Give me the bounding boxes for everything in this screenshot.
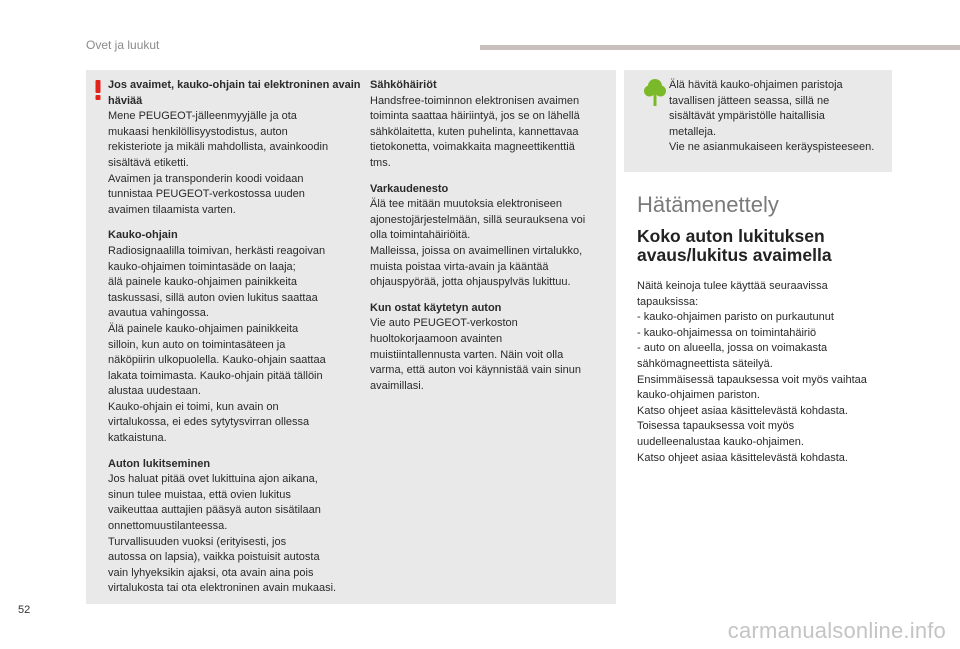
leaf-icon: [644, 78, 666, 106]
exclamation-icon: [92, 80, 104, 100]
interference-heading: Sähköhäiriöt: [370, 79, 437, 91]
remote-control-heading: Kauko-ohjain: [108, 229, 178, 242]
middle-column: [370, 78, 608, 394]
watermark: carmanualsonline.info: [727, 618, 946, 643]
eco-note: [669, 78, 887, 156]
subsection-title: Koko auton lukituksen avaus/lukitus avaimella: [637, 226, 832, 265]
interference-text: Handsfree-toiminnon elektronisen avaimen toiminta saattaa häiriintyä, jos se on lähellä sähkölaitetta, kuten puhelinta, kannettavaa tietokonetta, voimakkaita magneettikenttiä tms.: [370, 94, 580, 169]
left-column: [108, 78, 362, 597]
anti-theft-heading: Varkaudenesto: [370, 182, 449, 195]
anti-theft-text: Älä tee mitään muutoksia elektroniseen ajonestojärjestelmään, sillä seurauksena voi olla toimintahäiriöitä. Malleissa, joissa on avaimellinen virtalukko, muista poistaa virta-avain ja kääntää ohjauspyörää, jotta ohjauspylväs lukittuu.: [370, 198, 586, 289]
lost-keys-text: Mene PEUGEOT-jälleenmyyjälle ja ota mukaasi henkilöllisyystodistus, auton rekisteriote ja mikäli mahdollista, avainkoodin sisältävä etiketti. Avaimen ja transponderin koodi voidaan tunnistaa PEUGEOT-verkostossa uuden avaimen tilaamista varten.: [108, 110, 329, 216]
section-body: Näitä keinoja tulee käyttää seuraavissa tapauksissa: - kauko-ohjaimen paristo on purkautunut - kauko-ohjaimessa on toimintahäiriö - auto on alueella, jossa on voimakasta sähkömagneettista säteilyä. Ensimmäisessä tapauksessa voit myös vaihtaa kauko-ohjaimen pariston. Katso ohjeet asiaa käsittelevästä kohdasta. Toisessa tapauksessa voit myös uudelleenalustaa kauko-ohjaimen. Katso ohjeet asiaa käsittelevästä kohdasta.: [637, 280, 867, 464]
locking-heading: Auton lukitseminen: [108, 457, 211, 470]
eco-note-text: Älä hävitä kauko-ohjaimen paristoja tavallisen jätteen seassa, sillä ne sisältävät ympäristölle haitallisia metalleja. Vie ne asianmukaiseen keräyspisteeseen.: [669, 79, 875, 154]
page-number: 52: [18, 604, 31, 616]
lost-keys-heading: Jos avaimet, kauko-ohjain tai elektroninen avain häviää: [108, 79, 361, 107]
locking-text: Jos haluat pitää ovet lukittuina ajon aikana, sinun tulee muistaa, että ovien lukitus vaikeuttaa auttajien pääsyä auton sisätilaan onnettomuustilanteessa. Turvallisuuden vuoksi (erityisesti, jos autossa on lapsia), vaikka poistuisit autosta vain lyhyeksikin ajaksi, ota avain aina pois virtalukosta tai ota elektroninen avain mukaasi.: [108, 473, 337, 595]
used-car-heading: Kun ostat käytetyn auton: [370, 301, 502, 314]
remote-control-text: Radiosignaalilla toimivan, herkästi reagoivan kauko-ohjaimen toimintasäde on laaja; älä painele kauko-ohjaimen painikkeita taskussasi, sillä auton ovien lukitus saattaa avautua vahingossa. Älä painele kauko-ohjaimen painikkeita silloin, kun auto on toimintasäteen ja näköpiirin ulkopuolella. Kauko-ohjain saattaa lakata toimimasta. Kauko-ohjain pitää tällöin alustaa uudestaan. Kauko-ohjain ei toimi, kun avain on virtalukossa, ei edes sytytysvirran ollessa katkaistuna.: [108, 244, 326, 445]
header-bar: [480, 45, 960, 50]
page-section-title: Ovet ja luukut: [86, 38, 160, 52]
used-car-text: Vie auto PEUGEOT-verkoston huoltokorjaamoon avainten muistiintallennusta varten. Näin voit olla varma, että auton voi käynnistää vain sinun avaimillasi.: [370, 317, 581, 392]
section-title: Hätämenettely: [637, 192, 779, 217]
